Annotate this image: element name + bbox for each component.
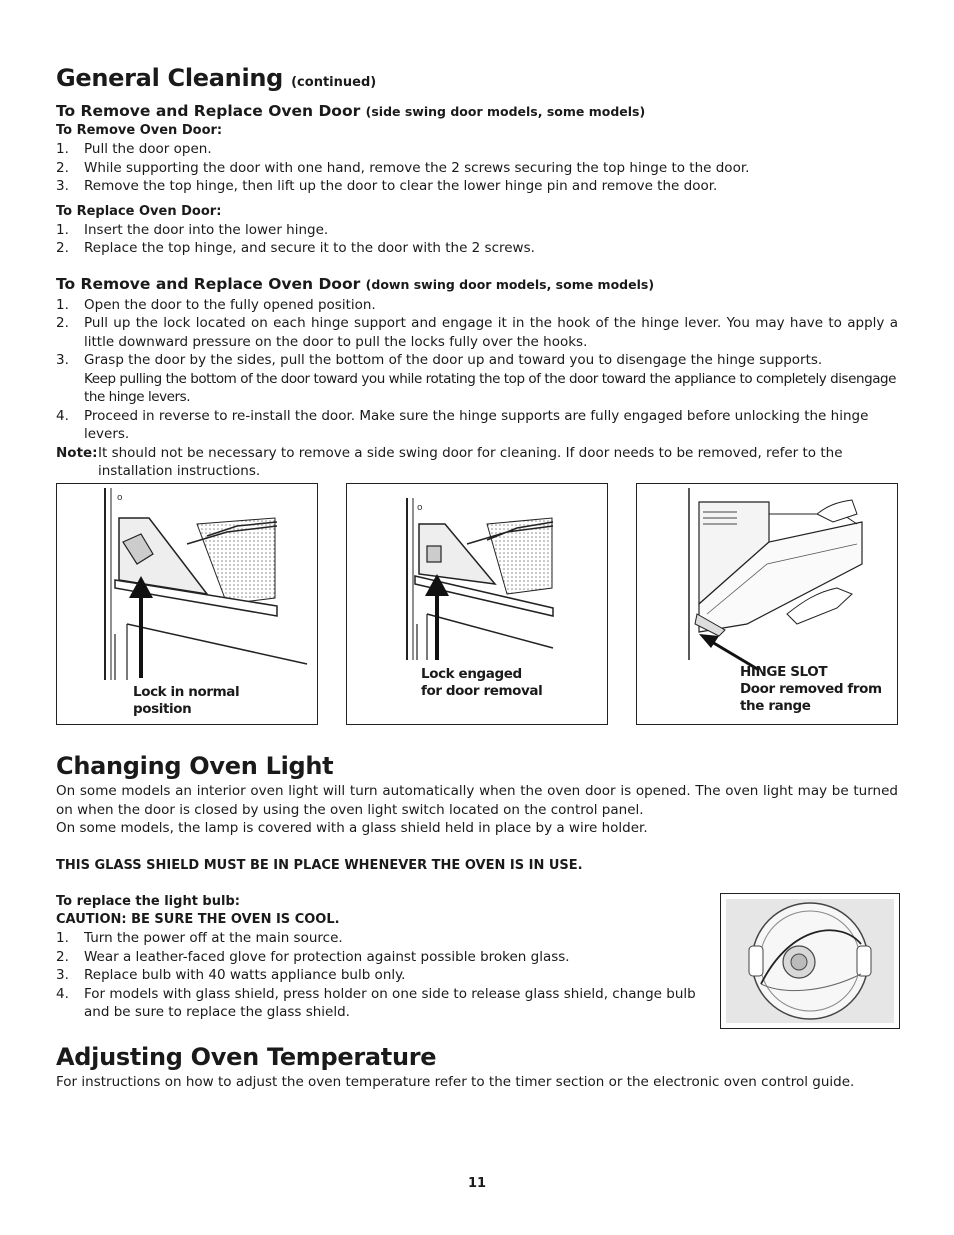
- remove-door-steps: [56, 140, 898, 196]
- replace-door-label: To Replace Oven Door:: [56, 203, 222, 219]
- step-number: 2.: [56, 240, 69, 256]
- down-swing-steps: [56, 296, 898, 444]
- side-swing-heading: [56, 101, 898, 122]
- list-item: [56, 985, 706, 1022]
- step-text: Insert the door into the lower hinge.: [84, 221, 329, 238]
- svg-text:o: o: [417, 503, 423, 513]
- figure-lock-engaged: [346, 483, 608, 725]
- glass-shield-warning: THIS GLASS SHIELD MUST BE IN PLACE WHENEVER THE OVEN IS IN USE.: [56, 857, 583, 873]
- general-cleaning-title: [56, 62, 898, 99]
- door-figures: [56, 483, 898, 725]
- step-text: For models with glass shield, press holder on one side to release glass shield, change bulb and be sure to replace the glass shield.: [84, 985, 696, 1020]
- down-swing-heading: [56, 274, 898, 295]
- step-number: 2.: [56, 948, 69, 965]
- step-number: 3.: [56, 352, 69, 368]
- bulb-steps: [56, 929, 706, 1022]
- figure-caption: [740, 664, 882, 715]
- step-number: 4.: [56, 407, 69, 424]
- list-item: [56, 948, 706, 967]
- general-cleaning-title-sub: (continued): [291, 75, 377, 90]
- step-number: 3.: [56, 178, 69, 194]
- list-item: [56, 407, 898, 444]
- step-number: 2.: [56, 159, 69, 176]
- caption-line: Lock in normal: [133, 684, 240, 700]
- caption-line: Door removed from: [740, 681, 882, 697]
- step-number: 4.: [56, 985, 69, 1002]
- replace-bulb-label: To replace the light bulb:: [56, 894, 240, 909]
- caption-line: HINGE SLOT: [740, 664, 828, 680]
- list-item: [56, 177, 898, 196]
- figure-caption: [133, 684, 239, 718]
- step-text: Replace bulb with 40 watts appliance bulb only.: [84, 967, 406, 983]
- caption-line: Lock engaged: [421, 666, 522, 682]
- light-bulb-illustration: [721, 894, 899, 1028]
- remove-door-label: To Remove Oven Door:: [56, 123, 223, 138]
- page-number: 11: [467, 1176, 487, 1191]
- down-swing-heading-paren: (down swing door models, some models): [365, 276, 655, 292]
- note-text: It should not be necessary to remove a side swing door for cleaning. If door needs to be removed, refer to the installation instructions.: [98, 444, 843, 479]
- step-text: Pull the door open.: [84, 141, 212, 157]
- step-text: Wear a leather-faced glove for protection against possible broken glass.: [84, 948, 570, 965]
- list-item: [56, 296, 898, 315]
- side-swing-heading-paren: (side swing door models, some models): [365, 104, 646, 119]
- replace-door-steps: [56, 221, 898, 258]
- step-text: Pull up the lock located on each hinge support and engage it in the hook of the hinge lever. You may have to apply a little downward pressure on the door to pull the locks fully over the hooks.: [84, 315, 898, 350]
- oven-temp-para: For instructions on how to adjust the oven temperature refer to the timer section or the electronic oven control guide.: [56, 1074, 855, 1090]
- svg-text:o: o: [117, 493, 123, 503]
- list-item: [56, 239, 898, 258]
- step-text: Remove the top hinge, then lift up the door to clear the lower hinge pin and remove the door.: [84, 178, 718, 194]
- figure-lock-normal: [56, 483, 318, 725]
- list-item: [56, 314, 898, 351]
- oven-light-para2: On some models, the lamp is covered with a glass shield held in place by a wire holder.: [56, 820, 648, 836]
- caption-line: position: [133, 701, 192, 717]
- side-swing-heading-text: To Remove and Replace Oven Door: [56, 102, 361, 120]
- step-text: Replace the top hinge, and secure it to the door with the 2 screws.: [84, 240, 535, 256]
- oven-light-section: [56, 750, 898, 875]
- step-number: 1.: [56, 141, 69, 157]
- light-bulb-figure: [720, 893, 900, 1029]
- note-label: Note:: [56, 444, 98, 461]
- step-text: While supporting the door with one hand, remove the 2 screws securing the top hinge to the door.: [84, 159, 750, 176]
- page-content: [56, 62, 898, 481]
- oven-temp-section: [56, 1041, 898, 1092]
- step-number: 3.: [56, 967, 69, 983]
- list-item: [56, 159, 898, 178]
- door-note: [56, 444, 898, 481]
- step-text: Open the door to the fully opened position.: [84, 296, 376, 313]
- list-item: [56, 351, 898, 407]
- step-number: 1.: [56, 221, 69, 238]
- step-text: Grasp the door by the sides, pull the bottom of the door up and toward you to disengage the hinge supports.: [84, 352, 823, 368]
- general-cleaning-title-text: General Cleaning: [56, 64, 284, 92]
- bulb-replace-section: [56, 893, 706, 1022]
- caption-line: for door removal: [421, 683, 543, 699]
- oven-light-para1: On some models an interior oven light will turn automatically when the oven door is opened. The oven light may be turned on when the door is closed by using the oven light switch located on the control panel.: [56, 783, 898, 818]
- down-swing-heading-text: To Remove and Replace Oven Door: [56, 274, 361, 293]
- list-item: [56, 929, 706, 948]
- caption-line: the range: [740, 698, 811, 714]
- list-item: [56, 221, 898, 240]
- figure-caption: [421, 666, 542, 700]
- step-text: Turn the power off at the main source.: [84, 930, 343, 946]
- step-text: Proceed in reverse to re-install the door. Make sure the hinge supports are fully engaged before unlocking the hinge levers.: [84, 407, 869, 442]
- oven-temp-title: Adjusting Oven Temperature: [56, 1043, 437, 1071]
- caution-label: CAUTION: BE SURE THE OVEN IS COOL.: [56, 912, 340, 927]
- step-number: 1.: [56, 930, 69, 946]
- step-text-continued: Keep pulling the bottom of the door toward you while rotating the top of the door toward the appliance to completely disengage the hinge levers.: [84, 370, 897, 405]
- step-number: 2.: [56, 315, 69, 331]
- step-number: 1.: [56, 296, 69, 313]
- list-item: [56, 966, 706, 985]
- figure-hinge-slot: [636, 483, 898, 725]
- oven-light-title: Changing Oven Light: [56, 752, 334, 780]
- list-item: [56, 140, 898, 159]
